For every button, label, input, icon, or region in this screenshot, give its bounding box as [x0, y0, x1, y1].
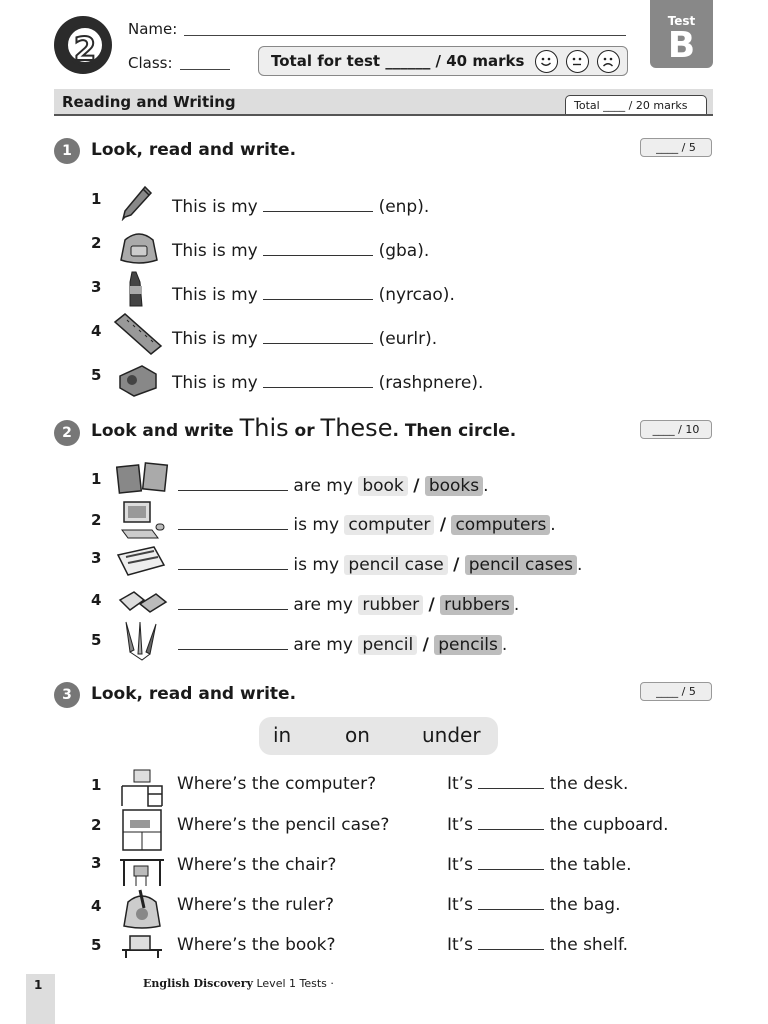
ex1-item-number: 4 — [91, 322, 102, 340]
ex3-answer: It’s the shelf. — [447, 935, 629, 955]
ex1-sentence: This is my (gba). — [172, 241, 430, 261]
hand-these: These — [320, 414, 393, 442]
computer-icon — [118, 500, 168, 542]
word-bank — [259, 717, 498, 755]
answer-blank[interactable] — [478, 816, 544, 830]
test-letter: B — [667, 25, 696, 66]
option-plural[interactable]: pencils — [434, 635, 502, 655]
neutral-face-icon — [566, 50, 589, 73]
answer-blank[interactable] — [263, 198, 373, 212]
answer-blank[interactable] — [478, 856, 544, 870]
option-singular[interactable]: pencil case — [344, 555, 447, 575]
sharpener-icon — [116, 360, 160, 398]
answer-blank[interactable] — [263, 330, 373, 344]
exercise-1-number: 1 — [54, 138, 80, 164]
word-in: in — [273, 723, 292, 747]
unit-number: 2 — [73, 30, 97, 68]
ex3-answer: It’s the desk. — [447, 774, 629, 794]
ex3-answer: It’s the table. — [447, 855, 632, 875]
ex2-item-number: 1 — [91, 470, 102, 488]
answer-blank[interactable] — [263, 374, 373, 388]
cupboard-icon — [120, 808, 164, 852]
ex2-item-number: 4 — [91, 591, 102, 609]
class-field[interactable] — [180, 69, 230, 70]
chair-table-icon — [118, 852, 166, 888]
rubbers-icon — [118, 588, 168, 618]
word-on: on — [345, 723, 370, 747]
answer-blank[interactable] — [478, 775, 544, 789]
option-singular[interactable]: rubber — [358, 595, 423, 615]
ex2-sentence: is my pencil case / pencil cases . — [178, 555, 582, 575]
word-under: under — [422, 723, 481, 747]
crayon-icon — [122, 270, 152, 310]
ex2-item-number: 2 — [91, 511, 102, 529]
section-bar — [54, 89, 713, 116]
ex3-answer: It’s the cupboard. — [447, 815, 669, 835]
test-label: Test — [667, 14, 696, 28]
option-singular[interactable]: pencil — [358, 635, 417, 655]
answer-blank[interactable] — [478, 936, 544, 950]
option-singular[interactable]: computer — [344, 515, 434, 535]
footer-text — [143, 977, 334, 990]
answer-blank[interactable] — [263, 242, 373, 256]
ex1-item-number: 5 — [91, 366, 102, 384]
exercise-2-number: 2 — [54, 420, 80, 446]
books-icon — [116, 462, 170, 494]
ex3-item-number: 3 — [91, 854, 102, 872]
bag-icon — [115, 226, 163, 266]
ex3-question: Where’s the pencil case? — [177, 815, 390, 835]
ex2-sentence: is my computer / computers . — [178, 515, 556, 535]
name-field[interactable] — [184, 35, 626, 36]
ex3-answer: It’s the bag. — [447, 895, 621, 915]
answer-blank[interactable] — [178, 636, 288, 650]
exercise-1-title: Look, read and write. — [91, 140, 297, 160]
answer-blank[interactable] — [178, 516, 288, 530]
book-on-shelf-icon — [118, 930, 166, 960]
pencil-case-icon — [114, 545, 168, 581]
option-plural[interactable]: books — [425, 476, 483, 496]
exercise-1-score: ____ / 5 — [640, 138, 712, 157]
section-total: Total ____ / 20 marks — [565, 95, 707, 114]
ex1-sentence: This is my (eurlr). — [172, 329, 438, 349]
ex1-sentence: This is my (nyrcao). — [172, 285, 455, 305]
answer-blank[interactable] — [178, 596, 288, 610]
ex2-item-number: 5 — [91, 631, 102, 649]
ruler-icon — [113, 312, 163, 356]
exercise-3-number: 3 — [54, 682, 80, 708]
ex3-item-number: 5 — [91, 936, 102, 954]
exercise-2-title: Look and write This or These. Then circle. — [91, 414, 517, 442]
pen-icon — [117, 181, 155, 221]
class-label: Class: — [128, 54, 173, 72]
option-singular[interactable]: book — [358, 476, 407, 496]
name-label: Name: — [128, 20, 178, 38]
unit-badge — [54, 16, 112, 74]
hand-this: This — [239, 414, 289, 442]
exercise-2-score: ____ / 10 — [640, 420, 712, 439]
ex3-item-number: 1 — [91, 776, 102, 794]
ex2-item-number: 3 — [91, 549, 102, 567]
option-plural[interactable]: pencil cases — [465, 555, 577, 575]
exercise-3-score: ____ / 5 — [640, 682, 712, 701]
section-title: Reading and Writing — [62, 93, 236, 111]
footer-rest: Level 1 Tests · — [256, 977, 334, 990]
ex1-sentence: This is my (rashpnere). — [172, 373, 484, 393]
option-plural[interactable]: rubbers — [440, 595, 514, 615]
ex1-item-number: 2 — [91, 234, 102, 252]
ruler-in-bag-icon — [120, 888, 164, 930]
ex2-sentence: are my pencil / pencils . — [178, 635, 507, 655]
ex2-sentence: are my book / books . — [178, 476, 489, 496]
computer-on-desk-icon — [120, 768, 164, 808]
answer-blank[interactable] — [178, 556, 288, 570]
exercise-3-title: Look, read and write. — [91, 684, 297, 704]
page-number-tab — [26, 974, 55, 1024]
happy-face-icon — [535, 50, 558, 73]
answer-blank[interactable] — [478, 896, 544, 910]
test-tab — [650, 0, 713, 68]
option-plural[interactable]: computers — [451, 515, 550, 535]
answer-blank[interactable] — [263, 286, 373, 300]
footer-brand: English Discovery — [143, 977, 253, 990]
pencils-icon — [120, 620, 162, 662]
ex1-item-number: 3 — [91, 278, 102, 296]
sad-face-icon — [597, 50, 620, 73]
ex1-item-number: 1 — [91, 190, 102, 208]
ex3-item-number: 4 — [91, 897, 102, 915]
ex3-question: Where’s the book? — [177, 935, 336, 955]
ex3-item-number: 2 — [91, 816, 102, 834]
page-number: 1 — [34, 978, 43, 992]
ex3-question: Where’s the chair? — [177, 855, 337, 875]
ex2-sentence: are my rubber / rubbers . — [178, 595, 519, 615]
total-for-test-box — [258, 46, 628, 76]
ex3-question: Where’s the computer? — [177, 774, 377, 794]
ex3-question: Where’s the ruler? — [177, 895, 335, 915]
total-for-test-text: Total for test ______ / 40 marks — [271, 52, 525, 70]
ex1-sentence: This is my (enp). — [172, 197, 430, 217]
answer-blank[interactable] — [178, 477, 288, 491]
